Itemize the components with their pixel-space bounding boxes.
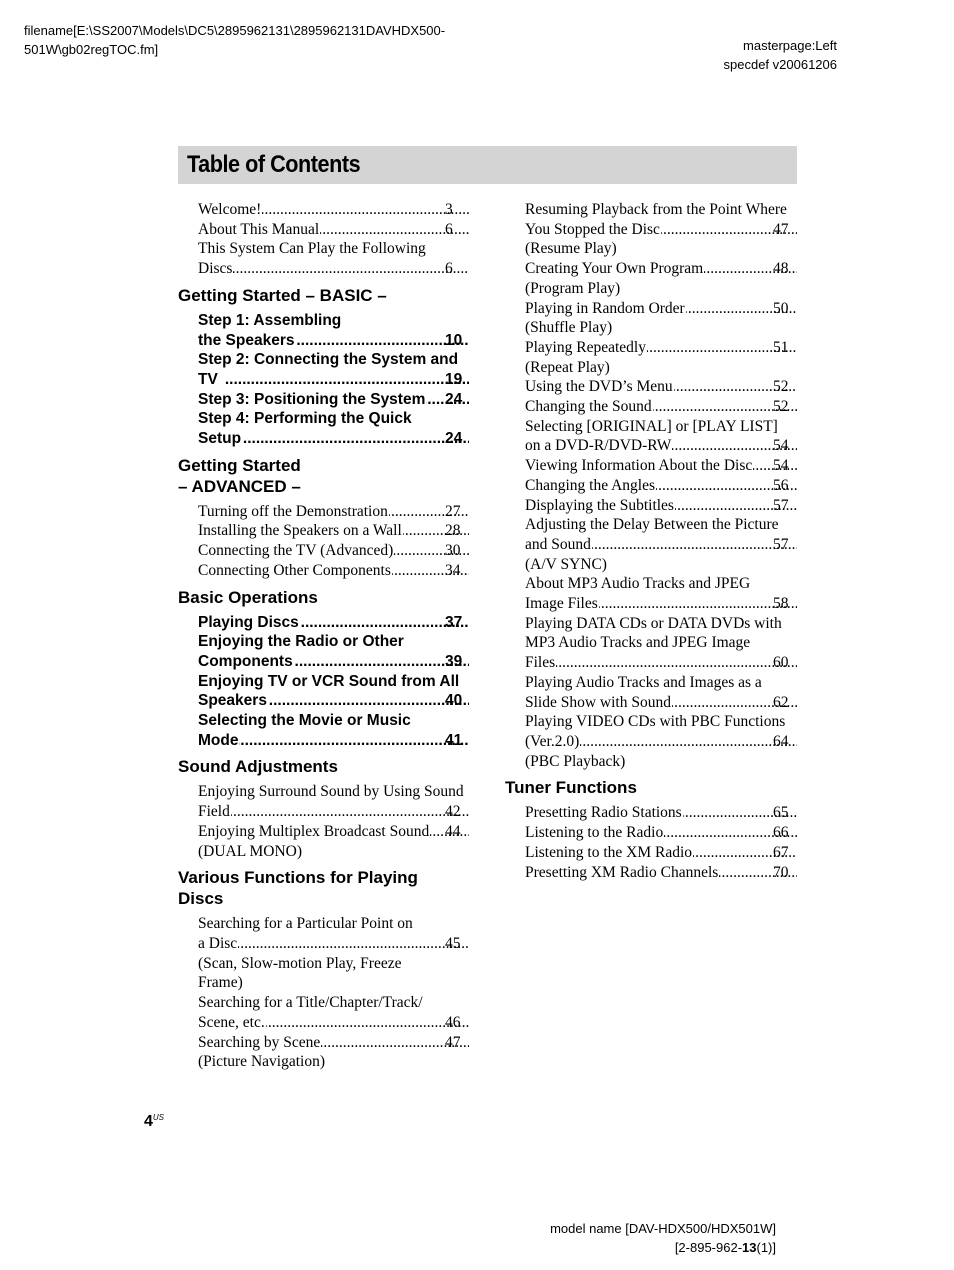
- toc-entry-title: About This Manual: [198, 220, 320, 238]
- section-heading-line: Getting Started – BASIC –: [178, 285, 387, 305]
- toc-entry-title-line: MP3 Audio Tracks and JPEG Image: [525, 634, 751, 652]
- toc-entry[interactable]: [525, 803, 798, 823]
- toc-entry[interactable]: [198, 993, 470, 1032]
- toc-entry[interactable]: [525, 843, 798, 863]
- toc-entry-row: TV ..... 19: [223, 370, 470, 390]
- toc-entry-title: Field: [198, 803, 230, 821]
- toc-entry[interactable]: [198, 822, 470, 861]
- toc-entry-title: Viewing Information About the Disc: [525, 457, 753, 475]
- toc-entry-title-line: Resuming Playback from the Point Where: [525, 201, 787, 218]
- footer-code-suffix: (1)]: [756, 1240, 776, 1255]
- toc-entry-row: Listening to the Radio ..... 66: [550, 823, 798, 843]
- toc-entry-row: Using the DVD’s Menu ..... 52: [550, 377, 798, 397]
- toc-entry-title-line: Playing Audio Tracks and Images as a: [525, 673, 762, 691]
- page-number-suffix: US: [152, 1113, 165, 1122]
- toc-leader-dots: [599, 594, 797, 614]
- toc-entry-title: a Disc: [198, 934, 238, 952]
- toc-entry-title: Playing in Random Order: [525, 299, 685, 317]
- toc-entry-title: Slide Show with Sound: [525, 693, 671, 711]
- toc-entry-row: Installing the Speakers on a Wall ..... 28: [223, 521, 470, 541]
- toc-leader-dots: [233, 259, 469, 279]
- toc-entry-row: Components ..... 39: [223, 652, 470, 672]
- toc-entry-title: and Sound: [525, 535, 591, 553]
- section-heading-line: Sound Adjustments: [178, 757, 338, 777]
- toc-entry-title: Listening to the Radio: [525, 824, 664, 842]
- toc-entry-title: Connecting the TV (Advanced): [198, 542, 394, 560]
- toc-entry-row: Image Files ..... 58: [550, 594, 798, 614]
- toc-entry-title: Searching by Scene: [198, 1033, 321, 1051]
- toc-entry[interactable]: [525, 397, 798, 417]
- toc-entry-row: and Sound ..... 57: [550, 535, 798, 555]
- toc-leader-dots: [592, 535, 797, 555]
- toc-right-column: [505, 200, 798, 882]
- toc-entry-title: Components: [198, 652, 293, 670]
- toc-entry-row: (Ver.2.0) ..... 64: [550, 732, 798, 752]
- toc-leader-dots: [239, 731, 469, 751]
- toc-entry-title: Playing Discs: [198, 613, 299, 631]
- toc-entry-title: You Stopped the Disc: [525, 220, 660, 238]
- toc-entry-title: on a DVD-R/DVD-RW: [525, 437, 672, 455]
- toc-entry-row: Setup ..... 24: [223, 429, 470, 449]
- toc-entry[interactable]: [525, 456, 798, 476]
- toc-entry[interactable]: [525, 338, 798, 377]
- toc-entry-title-line: Step 1: Assembling: [198, 311, 342, 329]
- toc-entry-title: Setup: [198, 430, 242, 448]
- section-entries-getting-started-advanced: [198, 502, 470, 581]
- toc-entry[interactable]: [198, 521, 470, 541]
- toc-entry-row: Mode ..... 41: [223, 731, 470, 751]
- toc-leader-dots: [580, 732, 797, 752]
- toc-entry-row: About This Manual ..... 6: [223, 220, 470, 240]
- toc-entry-row: Slide Show with Sound ..... 62: [550, 693, 798, 713]
- toc-entry[interactable]: [198, 350, 470, 389]
- intro-entries: [198, 200, 470, 279]
- toc-entry-title: Creating Your Own Program: [525, 260, 704, 278]
- toc-entry[interactable]: [198, 409, 470, 448]
- toc-entry[interactable]: [198, 239, 470, 278]
- toc-entry-row: Viewing Information About the Disc ..... 54: [550, 456, 798, 476]
- section-heading-getting-started-basic: [178, 285, 470, 306]
- toc-entry[interactable]: [198, 672, 470, 711]
- toc-entry[interactable]: [525, 863, 798, 883]
- toc-entry-title: Step 3: Positioning the System: [198, 390, 426, 408]
- toc-leader-dots: [266, 1013, 469, 1033]
- toc-entry[interactable]: [525, 259, 798, 298]
- toc-entry-row: Displaying the Subtitles ..... 57: [550, 496, 798, 516]
- toc-entry-row: Playing Discs ..... 37: [223, 613, 470, 633]
- toc-entry-row: Speakers ..... 40: [223, 691, 470, 711]
- toc-entry-row: Playing in Random Order ..... 50: [550, 299, 798, 319]
- toc-entry[interactable]: [525, 823, 798, 843]
- toc-entry-title: Discs: [198, 260, 233, 278]
- section-entries-tuner-functions: [525, 803, 798, 882]
- section-entries-various-functions-continued: [525, 200, 798, 771]
- toc-entry-title: Scene, etc.: [198, 1013, 265, 1031]
- toc-entry-subtitle: (PBC Playback): [525, 752, 626, 770]
- toc-entry-title-line: Enjoying the Radio or Other: [198, 633, 404, 651]
- section-heading-getting-started-advanced: [178, 455, 470, 497]
- toc-entry-row: Discs ..... 6: [223, 259, 470, 279]
- toc-entry-row: on a DVD-R/DVD-RW ..... 54: [550, 436, 798, 456]
- section-heading-tuner-functions: [505, 777, 798, 798]
- section-heading-line: Tuner Functions: [505, 778, 637, 798]
- toc-entry-row: Creating Your Own Program ..... 48: [550, 259, 798, 279]
- toc-entry-title-line: About MP3 Audio Tracks and JPEG: [525, 575, 751, 593]
- toc-leader-dots: [231, 802, 469, 822]
- toc-entry[interactable]: [198, 390, 470, 410]
- toc-entry-title-line: Searching for a Title/Chapter/Track/: [198, 994, 423, 1012]
- toc-entry[interactable]: [525, 299, 798, 338]
- toc-entry-row: Presetting Radio Stations ..... 65: [550, 803, 798, 823]
- toc-title-bar: [178, 146, 797, 184]
- toc-entry-title: Enjoying Multiplex Broadcast Sound: [198, 822, 430, 840]
- toc-leader-dots: [268, 691, 469, 711]
- footer-model-info: [550, 1219, 776, 1257]
- page-number-value: 4: [144, 1113, 153, 1130]
- toc-entry[interactable]: [198, 1033, 470, 1072]
- toc-entry[interactable]: [525, 574, 798, 613]
- toc-entry-subtitle: (Repeat Play): [525, 358, 610, 376]
- toc-entry[interactable]: [198, 914, 470, 993]
- toc-entry-title: the Speakers: [198, 331, 295, 349]
- section-heading-line: Various Functions for Playing: [178, 868, 418, 888]
- section-entries-sound-adjustments: [198, 782, 470, 861]
- toc-entry-subtitle: (A/V SYNC): [525, 555, 607, 573]
- section-heading-line: Discs: [178, 889, 224, 909]
- toc-entry-title: Files: [525, 654, 556, 672]
- toc-entry-title: Presetting Radio Stations: [525, 804, 682, 822]
- toc-entry-row: Listening to the XM Radio ..... 67: [550, 843, 798, 863]
- toc-entry[interactable]: [525, 673, 798, 712]
- toc-entry-title: Changing the Angles: [525, 476, 656, 494]
- page-title: Table of Contents: [187, 151, 361, 178]
- toc-entry-title-line: Step 2: Connecting the System and: [198, 351, 459, 369]
- toc-entry-row: Enjoying Multiplex Broadcast Sound ..... 44: [223, 822, 470, 842]
- toc-leader-dots: [296, 331, 470, 351]
- toc-entry-row: Step 3: Positioning the System ..... 24: [223, 390, 470, 410]
- footer-code-bold: 13: [742, 1240, 757, 1255]
- toc-entry-title-line: Adjusting the Delay Between the Picture: [525, 516, 779, 534]
- toc-entry[interactable]: [198, 782, 470, 821]
- page-number: [144, 1113, 164, 1131]
- toc-entry-row: Connecting Other Components ..... 34: [223, 561, 470, 581]
- toc-entry-title-line: Selecting [ORIGINAL] or [PLAY LIST]: [525, 417, 778, 435]
- toc-entry[interactable]: [525, 200, 798, 259]
- toc-entry-title: Listening to the XM Radio: [525, 843, 693, 861]
- toc-entry[interactable]: [525, 417, 798, 456]
- toc-entry[interactable]: [525, 614, 798, 673]
- toc-entry-row: Changing the Sound ..... 52: [550, 397, 798, 417]
- toc-entry-subtitle: (Picture Navigation): [198, 1053, 325, 1071]
- toc-leader-dots: [262, 200, 469, 220]
- toc-entry-title-line: Enjoying TV or VCR Sound from All: [198, 672, 460, 690]
- toc-entry-row: Connecting the TV (Advanced) ..... 30: [223, 541, 470, 561]
- footer-model-name: model name [DAV-HDX500/HDX501W]: [550, 1221, 776, 1236]
- toc-leader-dots: [294, 652, 469, 672]
- toc-entry[interactable]: [198, 200, 470, 220]
- toc-entry[interactable]: [198, 541, 470, 561]
- footer-code-prefix: [2-895-962-: [674, 1240, 743, 1255]
- header-filename: [24, 21, 445, 59]
- toc-leader-dots: [242, 429, 469, 449]
- toc-entry[interactable]: [525, 496, 798, 516]
- toc-entry-title: Image Files: [525, 595, 598, 613]
- toc-leader-dots: [238, 934, 469, 954]
- toc-entry[interactable]: [198, 220, 470, 240]
- section-heading-line: Basic Operations: [178, 587, 318, 607]
- toc-entry[interactable]: [525, 377, 798, 397]
- toc-entry-subtitle: (Scan, Slow-motion Play, Freeze: [198, 954, 402, 972]
- toc-entry-row: Changing the Angles ..... 56: [550, 476, 798, 496]
- toc-entry-title-line: Selecting the Movie or Music: [198, 712, 411, 730]
- header-specdef-label: specdef v20061206: [723, 57, 837, 72]
- toc-entry[interactable]: [525, 476, 798, 496]
- section-entries-various-functions: [198, 914, 470, 1072]
- section-heading-various-functions: [178, 867, 470, 909]
- header-filename-line2: 501W\gb02regTOC.fm]: [24, 42, 159, 57]
- toc-leader-dots: [556, 653, 797, 673]
- toc-entry-row: Files ..... 60: [550, 653, 798, 673]
- toc-entry-title: Playing Repeatedly: [525, 338, 646, 356]
- section-heading-line: – ADVANCED –: [178, 476, 301, 496]
- toc-entry-row: You Stopped the Disc ..... 47: [550, 220, 798, 240]
- section-heading-basic-operations: [178, 587, 470, 608]
- toc-entry-title: Mode: [198, 731, 239, 749]
- toc-entry-title: Using the DVD’s Menu: [525, 378, 673, 396]
- toc-entry-title: Installing the Speakers on a Wall: [198, 522, 402, 540]
- toc-entry-title: Displaying the Subtitles: [525, 496, 674, 514]
- toc-entry[interactable]: [525, 515, 798, 574]
- toc-entry[interactable]: [198, 613, 470, 633]
- toc-entry-row: Scene, etc. ..... 46: [223, 1013, 470, 1033]
- toc-entry-title: Presetting XM Radio Channels: [525, 863, 719, 881]
- toc-entry-title: (Ver.2.0): [525, 732, 580, 750]
- toc-entry-subtitle: Frame): [198, 974, 243, 992]
- toc-entry-title-line: This System Can Play the Following: [198, 240, 426, 258]
- toc-entry-title: Connecting Other Components: [198, 561, 391, 579]
- toc-entry-row: a Disc ..... 45: [223, 934, 470, 954]
- section-heading-line: Getting Started: [178, 455, 301, 475]
- toc-entry-row: Playing Repeatedly ..... 51: [550, 338, 798, 358]
- toc-entry-title-line: Playing DATA CDs or DATA DVDs with: [525, 614, 782, 632]
- toc-entry-subtitle: (Shuffle Play): [525, 319, 613, 337]
- toc-entry[interactable]: [198, 502, 470, 522]
- toc-entry-row: Presetting XM Radio Channels ..... 70: [550, 863, 798, 883]
- toc-entry-title-line: Enjoying Surround Sound by Using Sound: [198, 783, 464, 801]
- toc-entry-subtitle: (DUAL MONO): [198, 842, 303, 860]
- toc-entry-title: Turning off the Demonstration: [198, 502, 388, 520]
- toc-entry[interactable]: [198, 711, 470, 750]
- toc-left-column: [178, 200, 470, 1072]
- toc-entry-title-line: Searching for a Particular Point on: [198, 915, 413, 933]
- toc-leader-dots: [224, 370, 469, 390]
- toc-entry-row: Welcome! ..... 3: [223, 200, 470, 220]
- toc-entry[interactable]: [198, 311, 470, 350]
- toc-entry-title-line: Playing VIDEO CDs with PBC Functions: [525, 713, 786, 731]
- toc-entry[interactable]: [525, 712, 798, 771]
- header-masterpage-label: masterpage:Left: [743, 38, 837, 53]
- toc-entry-subtitle: (Program Play): [525, 279, 621, 297]
- section-heading-sound-adjustments: [178, 756, 470, 777]
- toc-entry-row: the Speakers ..... 10: [223, 331, 470, 351]
- footer-part-code: [550, 1238, 776, 1257]
- toc-entry-title: Changing the Sound: [525, 398, 652, 416]
- toc-entry-row: Turning off the Demonstration ..... 27: [223, 502, 470, 522]
- section-entries-getting-started-basic: [198, 311, 470, 449]
- toc-entry-title: Speakers: [198, 692, 267, 710]
- toc-entry-subtitle: (Resume Play): [525, 240, 617, 258]
- toc-entry-row: Field ..... 42: [223, 802, 470, 822]
- toc-entry-title-line: Step 4: Performing the Quick: [198, 410, 412, 428]
- toc-leader-dots: [300, 613, 469, 633]
- toc-entry-row: Searching by Scene ..... 47: [223, 1033, 470, 1053]
- toc-entry-title: Welcome!: [198, 201, 262, 218]
- header-masterpage: [724, 36, 837, 74]
- toc-entry[interactable]: [198, 632, 470, 671]
- header-filename-line1: filename[E:\SS2007\Models\DC5\2895962131\2895962131DAVHDX500-: [24, 23, 446, 38]
- section-entries-basic-operations: [198, 613, 470, 751]
- toc-entry[interactable]: [198, 561, 470, 581]
